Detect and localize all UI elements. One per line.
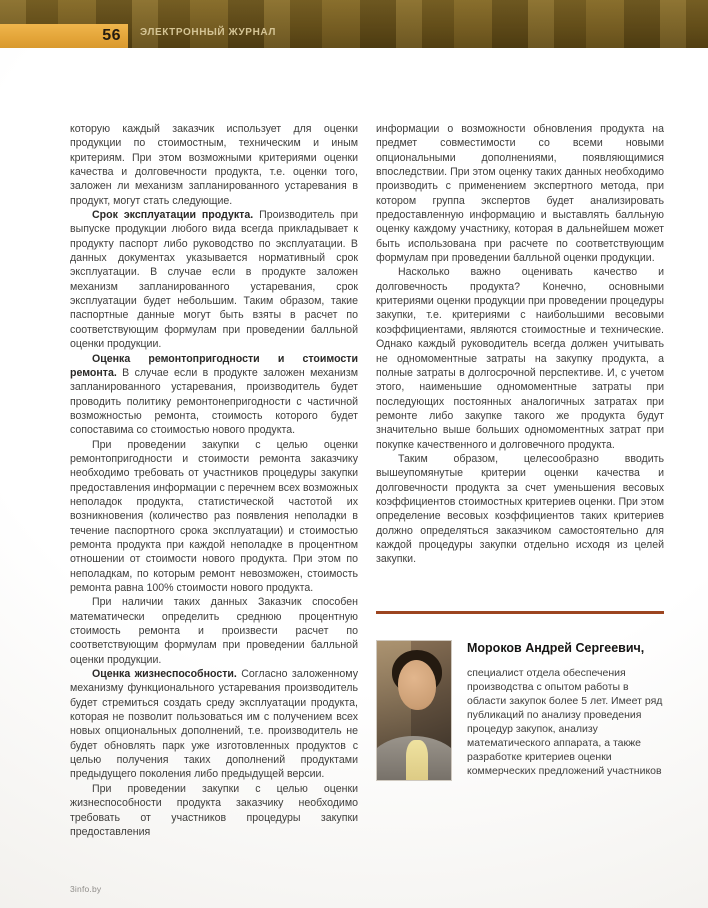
section-divider [376, 611, 664, 614]
right-column-paragraphs [376, 122, 664, 567]
paragraph-lead: Срок эксплуатации продукта. [92, 209, 260, 222]
site-url: 3info.by [70, 884, 102, 894]
photo-yellow-shirt [406, 740, 428, 780]
article-paragraph: Срок эксплуатации продукта. Производитель при выпуске продукции любого вида всегда прикладывает к продукту паспорт либо руководство по эксплуатации. В данных документах указывается нормативный срок эксплуатации. В случае если в продукте заложен механизм запланированного устаревания, срок эксплуатации будет небольшим. Таким образом, такие паспортные данные могут быть взяты в расчет по соответствующим формулам при проведении балльной оценки продукции. [70, 209, 358, 351]
article-paragraph: информации о возможности обновления продукта на предмет совместимости со всеми новыми опциональными дополнениями, появляющимися впоследствии. При этом оценку таких данных необходимо производить с применением экспертного метода, при котором группа экспертов будет анализировать предоставленную информацию и выставлять балльную оценку каждому участнику, которая в дальнейшем может быть использована при расчете по соответствующим формулам при проведении балльной оценки продукции. [376, 123, 664, 265]
article-paragraph: При проведении закупки с целью оценки жизнеспособности продукта заказчику необходимо требовать от участников процедуры закупки предоставления [70, 782, 358, 838]
photo-face [398, 660, 436, 710]
article-paragraph: Оценка жизнеспособности. Согласно заложенному механизму функционального устаревания производитель будет стремиться создать среду эксплуатации продукта, которая не позволит пользоваться им с получением всех новых опциональных дополнений, т.е. производитель не будет обновлять парк уже изготовленных продуктов с целью получения таких дополнений продуктами предыдущего поколения либо предыдущей версии. [70, 668, 358, 781]
article-paragraph: Таким образом, целесообразно вводить вышеупомянутые критерии оценки качества и долговечности продукта за счет уменьшения весовых коэффициентов стоимостных критериев оценки. При этом определение весовых коэффициентов таких критериев должно определяться заказчиком самостоятельно для каждой процедуры закупки отдельно исходя из целей закупки. [376, 452, 665, 566]
article-paragraph: При наличии таких данных Заказчик способен математически определить среднюю процентную стоимость ремонта и произвести расчет по соответствующим формулам при проведении балльной оценки продукции. [70, 596, 358, 666]
article-paragraph: При проведении закупки с целью оценки ремонтопригодности и стоимости ремонта заказчику необходимо требовать от участников процедуры закупки предоставления информации с перечнем всех возможных неполадок продукта, статистической частотой их возникновения (количество раз появления неполадки в течение паспортного срока эксплуатации) и стоимостью ремонта продукта при каждой неполадке в процентном отношении от стоимости нового продукта. При этом по неполадкам, по которым ремонт невозможен, стоимость ремонта равна 100% стоимости нового продукта. [70, 438, 359, 594]
paragraph-lead: Оценка ремонтопригодности и стоимости ремонта. [70, 352, 358, 379]
page-number-bar [0, 24, 128, 48]
author-text-block [467, 640, 664, 781]
page-footer [70, 884, 101, 894]
article-paragraph: которую каждый заказчик использует для оценки продукции по стоимостным, техническим и иным критериям. При этом возможными критериями оценки качества и долговечности продукта, т.е. оценки того, заложен ли механизм запланированного устаревания в продукт, могут стать следующие. [70, 123, 358, 207]
author-name: Мороков Андрей Сергеевич, [467, 640, 645, 655]
author-bio-block [376, 640, 664, 781]
article-paragraph: Насколько важно оценивать качество и долговечность продукта? Конечно, основными критериями оценки продукции при проведении процедуры закупки, т.е. критериями с наибольшими весовыми коэффициентами, являются стоимостные и технические. Однако каждый руководитель всегда должен учитывать не одномоментные затраты на закупку продукта, а полные затраты в долгосрочной перспективе. И, с учетом этого, наименьшие одномоментные затраты при последующих постоянных аналогичных затратах при ремонте либо закупке такого же продукта будут значительно выше больших одномоментных затрат при покупке качественного и долговечного продукта. [376, 266, 664, 451]
right-column [376, 122, 664, 839]
page-number: 56 [102, 27, 121, 44]
author-photo [376, 640, 452, 781]
left-column [70, 122, 358, 839]
journal-title: ЭЛЕКТРОННЫЙ ЖУРНАЛ [140, 27, 276, 38]
paragraph-lead: Оценка жизнеспособности. [92, 668, 242, 681]
author-bio-text: специалист отдела обеспечения производства с опытом работы в области закупок более 5 лет. Имеет ряд публикаций по анализу проведения процедур закупок, анализу математического аппарата, а также разработке критериев оценки коммерческих предложений участников [467, 666, 663, 777]
article-body [70, 122, 664, 839]
article-paragraph: Оценка ремонтопригодности и стоимости ремонта. В случае если в продукте заложен механизм запланированного устаревания, производитель будет проводить политику ремонтонепригодности с частичной возможностью ремонта, стоимость которого будет сопоставима со стоимостью нового продукта. [70, 352, 358, 437]
header-band [0, 0, 708, 48]
